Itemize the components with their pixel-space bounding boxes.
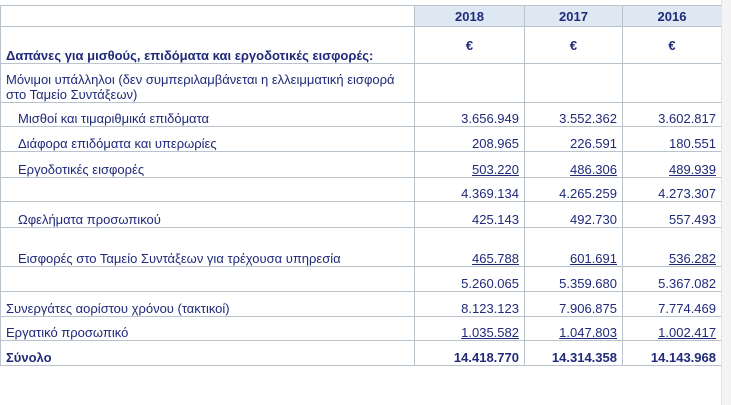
section-title-row [1, 27, 722, 64]
currency-2017: € [525, 27, 623, 64]
value-2016-text: 536.282 [669, 251, 716, 266]
value-2017 [525, 152, 623, 178]
row-label: Εργατικό προσωπικό [1, 317, 415, 341]
year-header-row [1, 6, 722, 27]
value-2018: 4.369.134 [415, 178, 525, 202]
total-2018: 14.418.770 [415, 341, 525, 366]
value-2018 [415, 152, 525, 178]
table-row [1, 317, 722, 341]
value-2017: 226.591 [525, 127, 623, 152]
value-2016: 5.367.082 [623, 267, 722, 292]
year-header-2017: 2017 [525, 6, 623, 27]
value-2017: 492.730 [525, 202, 623, 228]
row-label: Εισφορές στο Ταμείο Συντάξεων για τρέχουσα υπηρεσία [1, 228, 415, 267]
group-empty-2017 [525, 64, 623, 103]
value-2016 [623, 317, 722, 341]
group-title-row [1, 64, 722, 103]
value-2018: 5.260.065 [415, 267, 525, 292]
value-2016: 4.273.307 [623, 178, 722, 202]
value-2018-text: 1.035.582 [461, 325, 519, 340]
expenses-table [0, 5, 722, 366]
header-blank-cell [1, 6, 415, 27]
value-2018-text: 503.220 [472, 162, 519, 177]
right-edge-strip [721, 0, 731, 405]
value-2017 [525, 228, 623, 267]
year-header-2016: 2016 [623, 6, 722, 27]
row-label [1, 267, 415, 292]
value-2016-text: 489.939 [669, 162, 716, 177]
group-title: Μόνιμοι υπάλληλοι (δεν συμπεριλαμβάνεται η ελλειμματική εισφορά στο Ταμείο Συντάξεων) [1, 64, 415, 103]
value-2018: 8.123.123 [415, 292, 525, 317]
value-2018 [415, 317, 525, 341]
currency-2018: € [415, 27, 525, 64]
group-empty-2018 [415, 64, 525, 103]
total-row [1, 341, 722, 366]
value-2016: 557.493 [623, 202, 722, 228]
value-2016: 3.602.817 [623, 103, 722, 127]
value-2017-text: 601.691 [570, 251, 617, 266]
value-2018: 3.656.949 [415, 103, 525, 127]
row-label: Ωφελήματα προσωπικού [1, 202, 415, 228]
value-2018 [415, 228, 525, 267]
section-title: Δαπάνες για μισθούς, επιδόματα και εργοδοτικές εισφορές: [1, 27, 415, 64]
value-2017 [525, 317, 623, 341]
row-label: Διάφορα επιδόματα και υπερωρίες [1, 127, 415, 152]
total-2016: 14.143.968 [623, 341, 722, 366]
value-2017: 7.906.875 [525, 292, 623, 317]
value-2016-text: 1.002.417 [658, 325, 716, 340]
value-2017: 5.359.680 [525, 267, 623, 292]
value-2017-text: 486.306 [570, 162, 617, 177]
table-row [1, 292, 722, 317]
total-label: Σύνολο [1, 341, 415, 366]
value-2016 [623, 152, 722, 178]
value-2016 [623, 228, 722, 267]
value-2016: 180.551 [623, 127, 722, 152]
row-label: Μισθοί και τιμαριθμικά επιδόματα [1, 103, 415, 127]
value-2018: 208.965 [415, 127, 525, 152]
table-row [1, 152, 722, 178]
value-2016: 7.774.469 [623, 292, 722, 317]
table-row [1, 228, 722, 267]
group-empty-2016 [623, 64, 722, 103]
currency-2016: € [623, 27, 722, 64]
row-label: Εργοδοτικές εισφορές [1, 152, 415, 178]
value-2017-text: 1.047.803 [559, 325, 617, 340]
subtotal-row [1, 267, 722, 292]
value-2018: 425.143 [415, 202, 525, 228]
subtotal-row [1, 178, 722, 202]
table-row [1, 202, 722, 228]
value-2017: 3.552.362 [525, 103, 623, 127]
value-2018-text: 465.788 [472, 251, 519, 266]
row-label [1, 178, 415, 202]
year-header-2018: 2018 [415, 6, 525, 27]
total-2017: 14.314.358 [525, 341, 623, 366]
table-row [1, 127, 722, 152]
table-row [1, 103, 722, 127]
row-label: Συνεργάτες αορίστου χρόνου (τακτικοί) [1, 292, 415, 317]
value-2017: 4.265.259 [525, 178, 623, 202]
